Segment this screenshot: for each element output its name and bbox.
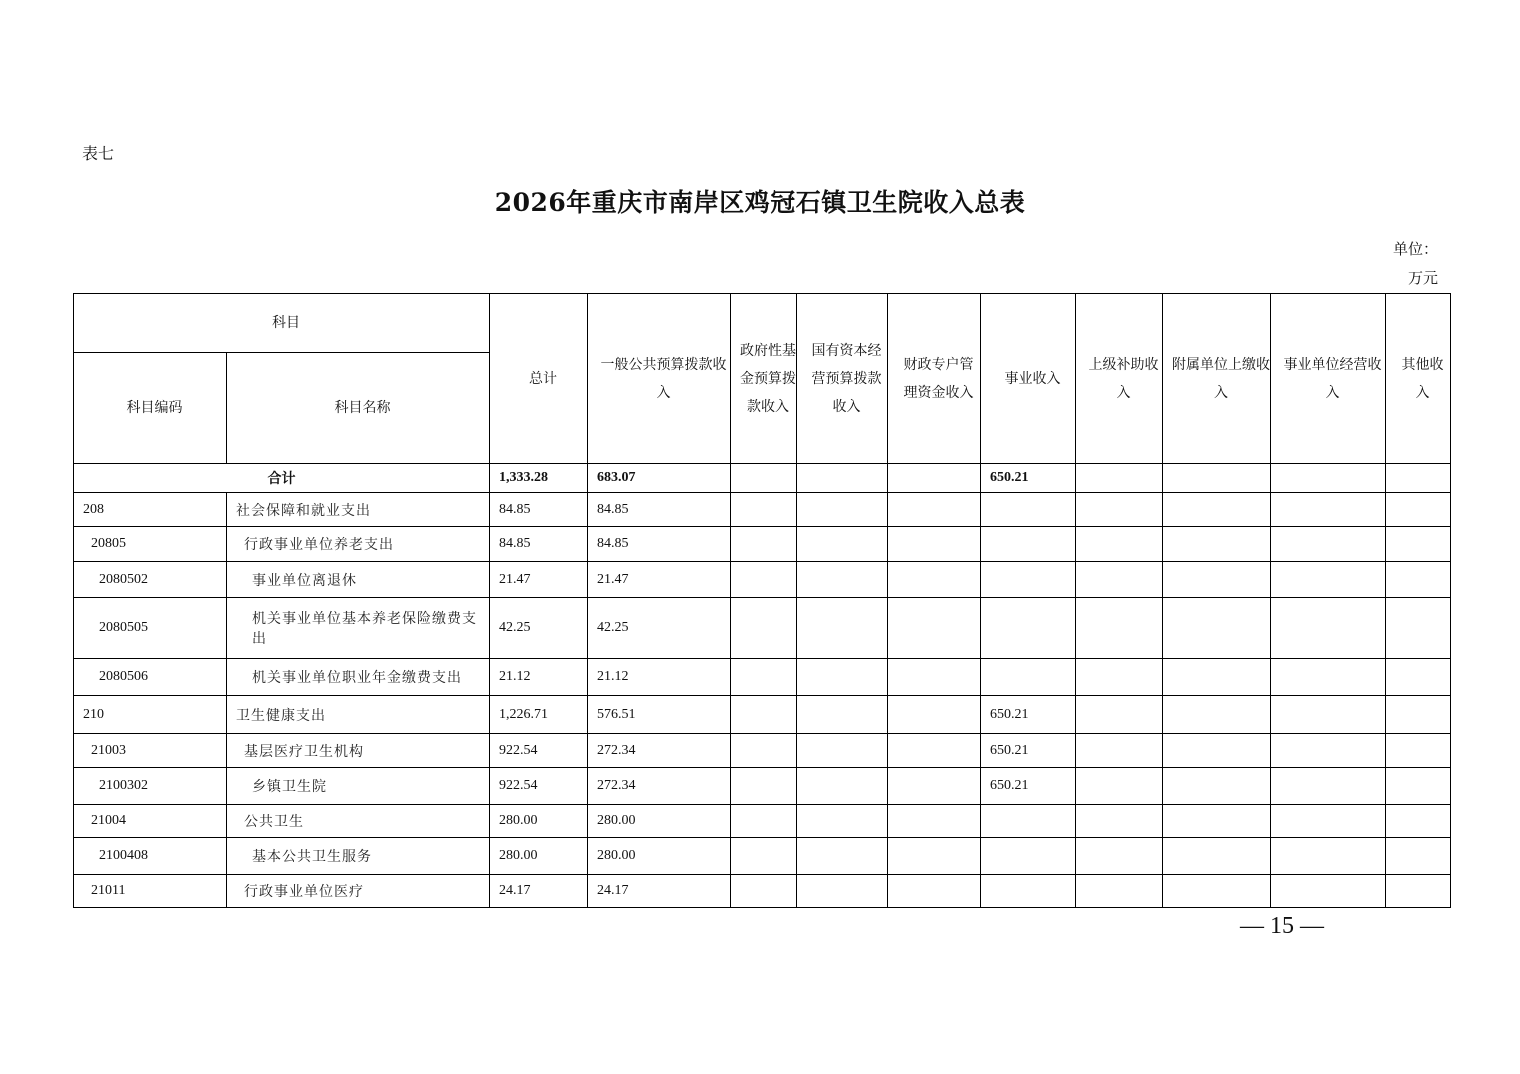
row-general-budget: 576.51 (588, 696, 731, 734)
empty-cell (1386, 493, 1451, 527)
empty-cell (797, 838, 888, 875)
empty-cell (888, 527, 981, 562)
empty-cell (1386, 598, 1451, 659)
empty-cell (1271, 768, 1386, 805)
header-superior-subsidy: 上级补助收入 (1076, 294, 1163, 464)
row-general-budget: 280.00 (588, 838, 731, 875)
total-row (74, 464, 1451, 493)
empty-cell (1076, 696, 1163, 734)
header-general-budget: 一般公共预算拨款收入 (588, 294, 731, 464)
empty-cell (1163, 838, 1271, 875)
empty-cell (888, 562, 981, 598)
row-code: 2080506 (74, 659, 227, 696)
empty-cell (1163, 875, 1271, 908)
empty-cell (731, 805, 797, 838)
row-code: 2100302 (74, 768, 227, 805)
empty-cell (1076, 805, 1163, 838)
row-code: 210 (74, 696, 227, 734)
row-code: 20805 (74, 527, 227, 562)
empty-cell (1271, 696, 1386, 734)
header-gov-fund: 政府性基金预算拨款收入 (731, 294, 797, 464)
empty-cell (1271, 838, 1386, 875)
row-business-income: 650.21 (981, 696, 1076, 734)
empty-cell (797, 734, 888, 768)
empty-cell (1271, 562, 1386, 598)
empty-cell (1386, 696, 1451, 734)
table-row (74, 768, 1451, 805)
row-code: 21003 (74, 734, 227, 768)
table-row (74, 562, 1451, 598)
empty-cell (797, 875, 888, 908)
empty-cell (1271, 805, 1386, 838)
row-business-income (981, 875, 1076, 908)
header-subject: 科目 (74, 294, 490, 353)
row-total: 21.12 (490, 659, 588, 696)
empty-cell (1271, 734, 1386, 768)
empty-cell (888, 493, 981, 527)
empty-cell (1386, 659, 1451, 696)
row-total: 84.85 (490, 493, 588, 527)
row-total: 280.00 (490, 838, 588, 875)
empty-cell (1271, 464, 1386, 493)
row-code: 2080502 (74, 562, 227, 598)
empty-cell (731, 598, 797, 659)
row-name: 行政事业单位医疗 (227, 875, 490, 908)
empty-cell (1386, 768, 1451, 805)
row-name: 机关事业单位职业年金缴费支出 (227, 659, 490, 696)
empty-cell (1271, 493, 1386, 527)
empty-cell (1386, 875, 1451, 908)
total-total: 1,333.28 (490, 464, 588, 493)
empty-cell (888, 805, 981, 838)
row-business-income (981, 527, 1076, 562)
row-business-income (981, 598, 1076, 659)
row-general-budget: 84.85 (588, 493, 731, 527)
empty-cell (1271, 659, 1386, 696)
empty-cell (1163, 734, 1271, 768)
header-business-income: 事业收入 (981, 294, 1076, 464)
empty-cell (1386, 464, 1451, 493)
empty-cell (731, 875, 797, 908)
document-title: 2026年重庆市南岸区鸡冠石镇卫生院收入总表 (494, 188, 1026, 217)
table-row (74, 527, 1451, 562)
row-general-budget: 42.25 (588, 598, 731, 659)
unit-prefix: 单位： (1392, 240, 1438, 258)
empty-cell (797, 768, 888, 805)
empty-cell (797, 527, 888, 562)
empty-cell (1386, 734, 1451, 768)
row-name: 行政事业单位养老支出 (227, 527, 490, 562)
empty-cell (731, 838, 797, 875)
total-general-budget: 683.07 (588, 464, 731, 493)
empty-cell (888, 598, 981, 659)
empty-cell (1163, 696, 1271, 734)
empty-cell (888, 768, 981, 805)
table-row (74, 696, 1451, 734)
row-name: 乡镇卫生院 (227, 768, 490, 805)
empty-cell (731, 562, 797, 598)
row-general-budget: 21.47 (588, 562, 731, 598)
empty-cell (1076, 734, 1163, 768)
header-name: 科目名称 (227, 353, 490, 464)
empty-cell (731, 696, 797, 734)
total-business-income: 650.21 (981, 464, 1076, 493)
empty-cell (1076, 875, 1163, 908)
table-row (74, 598, 1451, 659)
header-state-capital: 国有资本经营预算拨款收入 (797, 294, 888, 464)
empty-cell (1163, 493, 1271, 527)
empty-cell (1386, 838, 1451, 875)
table-row (74, 875, 1451, 908)
empty-cell (731, 768, 797, 805)
empty-cell (797, 696, 888, 734)
empty-cell (1163, 598, 1271, 659)
empty-cell (797, 493, 888, 527)
header-other-income: 其他收入 (1386, 294, 1451, 464)
row-name: 基层医疗卫生机构 (227, 734, 490, 768)
empty-cell (731, 659, 797, 696)
row-business-income (981, 659, 1076, 696)
row-total: 24.17 (490, 875, 588, 908)
empty-cell (1163, 768, 1271, 805)
row-total: 84.85 (490, 527, 588, 562)
header-affiliated-payment: 附属单位上缴收入 (1163, 294, 1271, 464)
empty-cell (1076, 598, 1163, 659)
row-total: 922.54 (490, 734, 588, 768)
row-name: 基本公共卫生服务 (227, 838, 490, 875)
row-business-income (981, 838, 1076, 875)
empty-cell (797, 659, 888, 696)
empty-cell (731, 734, 797, 768)
empty-cell (1163, 805, 1271, 838)
empty-cell (1076, 562, 1163, 598)
empty-cell (888, 464, 981, 493)
empty-cell (797, 562, 888, 598)
empty-cell (1076, 527, 1163, 562)
row-business-income: 650.21 (981, 768, 1076, 805)
total-label: 合计 (74, 464, 490, 493)
row-name: 公共卫生 (227, 805, 490, 838)
empty-cell (888, 875, 981, 908)
empty-cell (1163, 464, 1271, 493)
empty-cell (1163, 562, 1271, 598)
unit-value: 万元 (1407, 269, 1438, 287)
empty-cell (1076, 493, 1163, 527)
empty-cell (1386, 527, 1451, 562)
row-name: 社会保障和就业支出 (227, 493, 490, 527)
empty-cell (1163, 527, 1271, 562)
row-code: 208 (74, 493, 227, 527)
row-code: 21011 (74, 875, 227, 908)
row-business-income (981, 805, 1076, 838)
empty-cell (1386, 805, 1451, 838)
empty-cell (797, 598, 888, 659)
header-total: 总计 (490, 294, 588, 464)
header-operating-income: 事业单位经营收入 (1271, 294, 1386, 464)
row-total: 280.00 (490, 805, 588, 838)
table-row (74, 734, 1451, 768)
empty-cell (731, 464, 797, 493)
empty-cell (888, 696, 981, 734)
row-general-budget: 24.17 (588, 875, 731, 908)
empty-cell (731, 527, 797, 562)
row-general-budget: 272.34 (588, 768, 731, 805)
table-row (74, 493, 1451, 527)
row-general-budget: 84.85 (588, 527, 731, 562)
row-name: 卫生健康支出 (227, 696, 490, 734)
row-name: 事业单位离退休 (227, 562, 490, 598)
row-total: 42.25 (490, 598, 588, 659)
empty-cell (1076, 659, 1163, 696)
empty-cell (797, 805, 888, 838)
row-name: 机关事业单位基本养老保险缴费支出 (227, 598, 490, 659)
empty-cell (797, 464, 888, 493)
table-row (74, 805, 1451, 838)
row-business-income (981, 562, 1076, 598)
empty-cell (731, 493, 797, 527)
empty-cell (1163, 659, 1271, 696)
income-summary-table (73, 293, 1451, 908)
row-total: 1,226.71 (490, 696, 588, 734)
row-code: 2080505 (74, 598, 227, 659)
row-total: 922.54 (490, 768, 588, 805)
table-label: 表七 (82, 144, 115, 163)
row-code: 21004 (74, 805, 227, 838)
empty-cell (1271, 598, 1386, 659)
row-general-budget: 272.34 (588, 734, 731, 768)
row-business-income (981, 493, 1076, 527)
empty-cell (1386, 562, 1451, 598)
row-general-budget: 280.00 (588, 805, 731, 838)
empty-cell (1076, 838, 1163, 875)
empty-cell (1076, 768, 1163, 805)
empty-cell (888, 734, 981, 768)
empty-cell (1076, 464, 1163, 493)
empty-cell (888, 838, 981, 875)
header-code: 科目编码 (74, 353, 227, 464)
empty-cell (1271, 875, 1386, 908)
row-business-income: 650.21 (981, 734, 1076, 768)
empty-cell (888, 659, 981, 696)
table-row (74, 838, 1451, 875)
empty-cell (1271, 527, 1386, 562)
header-fiscal-special: 财政专户管理资金收入 (888, 294, 981, 464)
row-code: 2100408 (74, 838, 227, 875)
page-number: — 15 — (1240, 913, 1324, 939)
row-general-budget: 21.12 (588, 659, 731, 696)
table-row (74, 659, 1451, 696)
row-total: 21.47 (490, 562, 588, 598)
